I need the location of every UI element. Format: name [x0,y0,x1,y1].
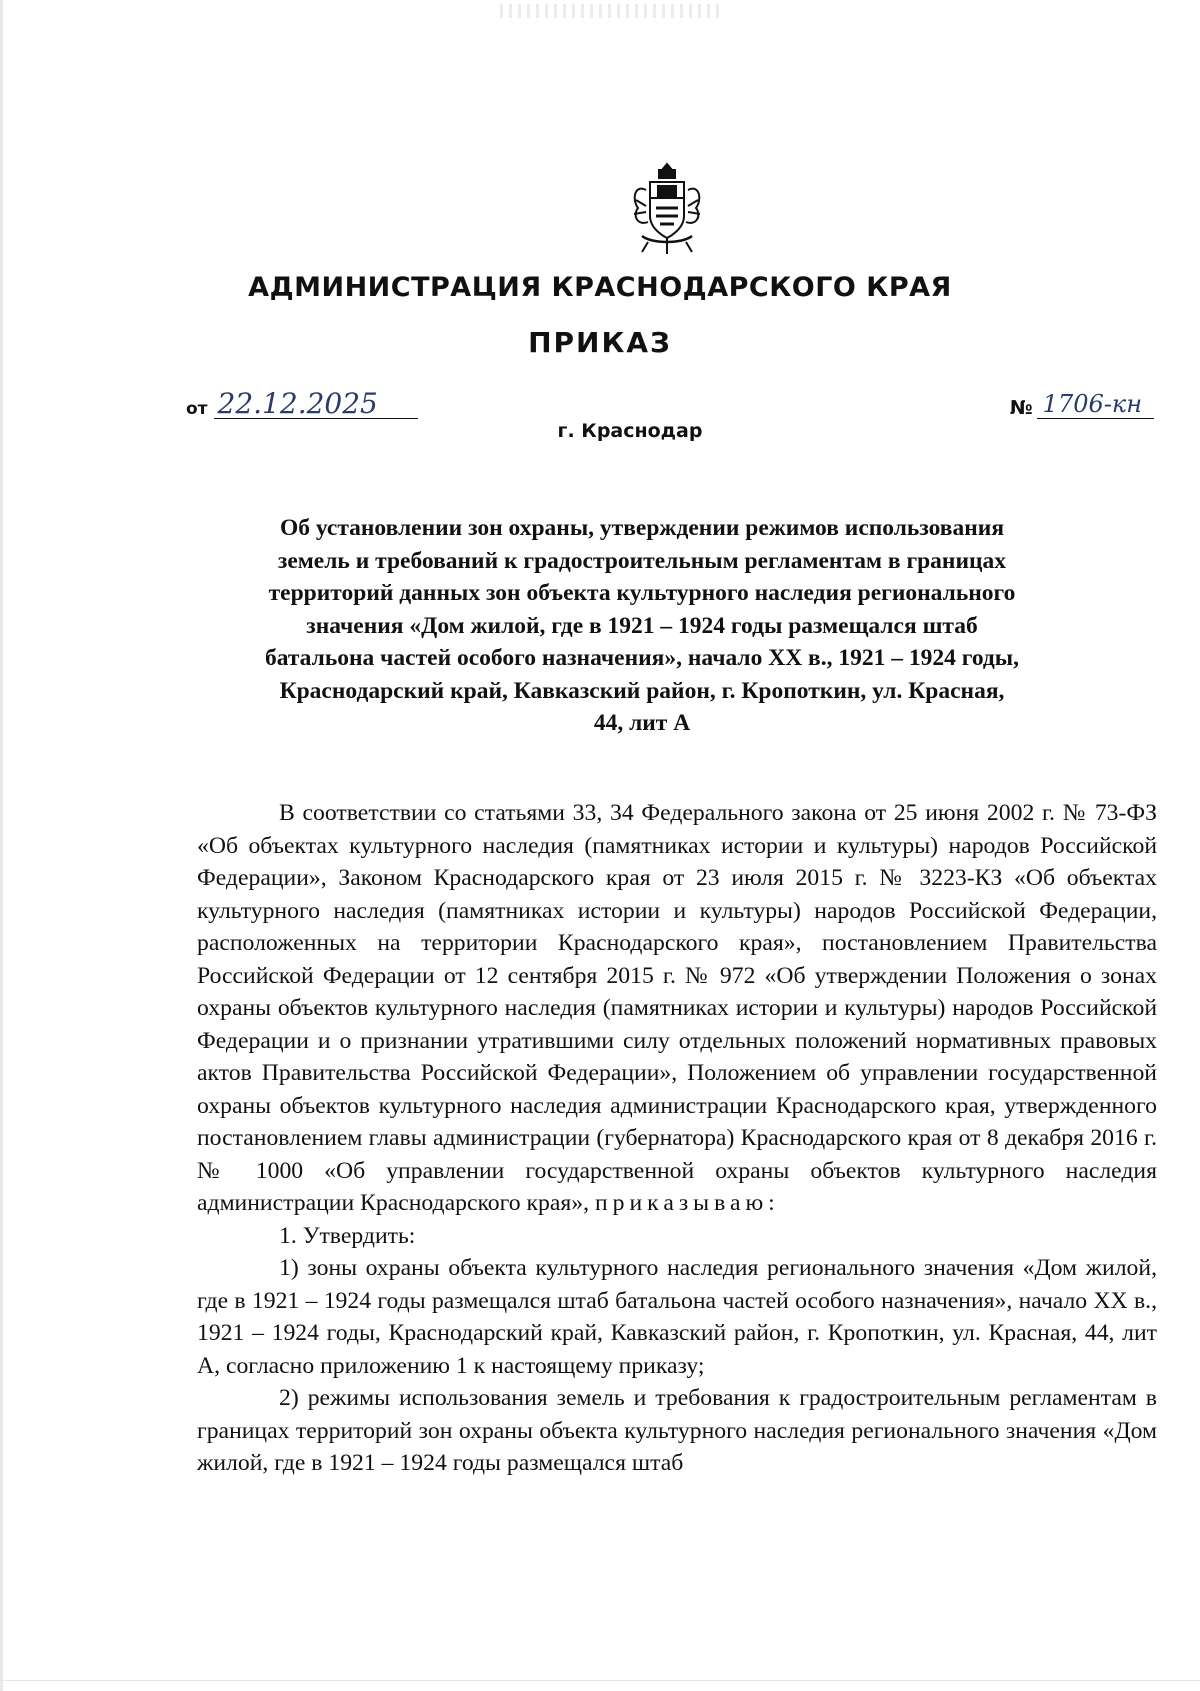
item-1-2: 2) режимы использования земель и требования к градостроительным регламентам в границах территорий зон охраны объекта культурного наследия регионального значения «Дом жилой, где в 1921 – 1924 годы размещался штаб [197,1385,1157,1476]
order-word: приказываю: [594,1190,780,1216]
date-field [186,387,418,420]
scan-artifact [500,4,720,18]
item-1-1: 1) зоны охраны объекта культурного наследия регионального значения «Дом жилой, где в 1921 – 1924 годы размещался штаб батальона частей особого назначения», начало XX в., 1921 – 1924 годы, Краснодарский край, Кавказский район, г. Кропоткин, ул. Красная, 44, лит А, согласно приложению 1 к настоящему приказу; [197,1255,1157,1379]
date-value: 22.12.2025 [214,390,418,419]
date-label: от [186,399,208,419]
coat-of-arms-icon [628,160,706,258]
document-type: ПРИКАЗ [528,326,672,359]
scan-edge-bottom [0,1680,1200,1681]
organization-title: АДМИНИСТРАЦИЯ КРАСНОДАРСКОГО КРАЯ [248,272,952,303]
city: г. Краснодар [557,420,703,442]
number-field [1010,390,1154,419]
preamble-paragraph [197,797,1157,1220]
scan-edge [0,0,3,1691]
order-subject: Об установлении зон охраны, утверждении режимов использования земель и требований к градостроительным регламентам в границах территорий данных зон объекта культурного наследия регионального значения «Дом жилой, где в 1921 – 1924 годы размещался штаб батальона частей особого назначения», начало XX в., 1921 – 1924 годы, Краснодарский край, Кавказский район, г. Кропоткин, ул. Красная, 44, лит А [264,515,1020,736]
preamble-text: В соответствии со статьями 33, 34 Федерального закона от 25 июня 2002 г. № 73-ФЗ «Об объектах культурного наследия (памятниках истории и культуры) народов Российской Федерации», Законом Краснодарского края от 23 июля 2015 г. № 3223-КЗ «Об объектах культурного наследия (памятниках истории и культуры) народов Российской Федерации, расположенных на территории Краснодарского края», постановлением Правительства Российской Федерации от 12 сентября 2015 г. № 972 «Об утверждении Положения о зонах охраны объектов культурного наследия (памятниках истории и культуры) народов Российской Федерации и о признании утратившими силу отдельных положений нормативных правовых актов Правительства Российской Федерации», Положением об управлении государственной охраны объектов культурного наследия администрации Краснодарского края, утвержденного постановлением главы администрации (губернатора) Краснодарского края от 8 декабря 2016 г. № 1000 «Об управлении государственной охраны объектов культурного наследия администрации Краснодарского края», [197,800,1157,1216]
number-value: 1706-кн [1037,390,1154,419]
item-1: 1. Утвердить: [279,1222,416,1249]
order-body [197,797,1157,1480]
number-label: № [1009,397,1033,419]
